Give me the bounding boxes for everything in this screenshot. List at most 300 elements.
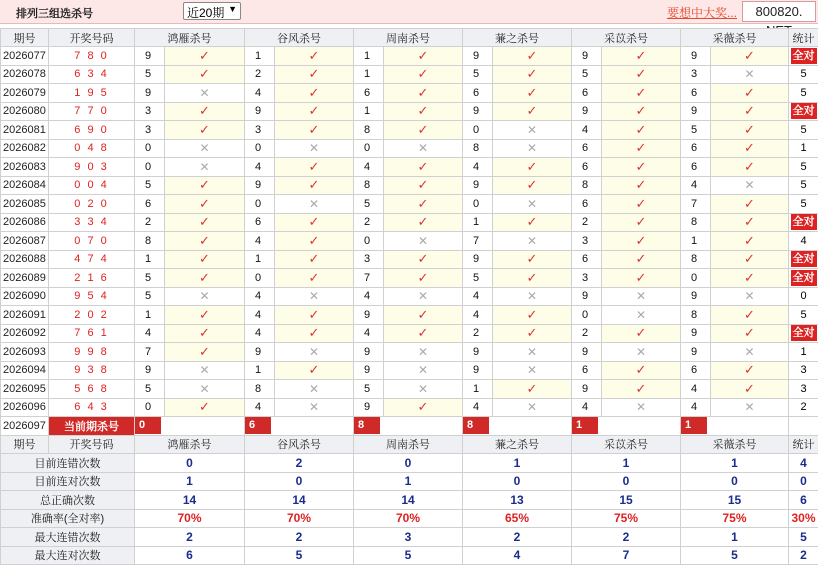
- kill-number: 1: [135, 306, 165, 325]
- kill-number: 4: [463, 158, 493, 177]
- stat-value: 14: [245, 491, 354, 510]
- check-icon: ✓: [275, 102, 354, 121]
- stat-total-value: 6: [789, 491, 818, 510]
- stat-value: 70%: [135, 509, 245, 528]
- cross-icon: ✕: [384, 343, 463, 362]
- cross-icon: ✕: [602, 343, 681, 362]
- kill-number: 1: [245, 47, 275, 66]
- col-method-header: 鸿雁杀号: [135, 435, 245, 454]
- check-icon: ✓: [275, 84, 354, 103]
- period-cell: 2026092: [1, 324, 49, 343]
- check-icon: ✓: [275, 324, 354, 343]
- check-icon: ✓: [275, 361, 354, 380]
- kill-number: 0: [135, 158, 165, 177]
- stat-count: 0: [789, 287, 818, 306]
- stat-label: 最大连对次数: [1, 546, 135, 565]
- cross-icon: ✕: [165, 380, 245, 399]
- current-kill-value: 6: [245, 417, 271, 434]
- kill-number: 3: [135, 102, 165, 121]
- check-icon: ✓: [602, 380, 681, 399]
- stat-value: 0: [572, 472, 681, 491]
- check-icon: ✓: [602, 213, 681, 232]
- col-method-header: 蒹之杀号: [463, 29, 572, 47]
- check-icon: ✓: [493, 306, 572, 325]
- stat-label: 总正确次数: [1, 491, 135, 510]
- kill-number: 5: [463, 65, 493, 84]
- stat-value: 2: [463, 528, 572, 547]
- draw-numbers: 0 2 0: [49, 195, 135, 214]
- cross-icon: ✕: [165, 361, 245, 380]
- check-icon: ✓: [602, 84, 681, 103]
- kill-number: 4: [245, 398, 275, 417]
- stat-value: 0: [354, 454, 463, 473]
- table-row: [1, 398, 818, 417]
- table-row: [1, 306, 818, 325]
- kill-number: 5: [681, 121, 711, 140]
- check-icon: ✓: [275, 158, 354, 177]
- kill-number: 9: [681, 102, 711, 121]
- cross-icon: ✕: [384, 361, 463, 380]
- check-icon: ✓: [165, 65, 245, 84]
- kill-number: 9: [572, 287, 602, 306]
- kill-number: 5: [463, 269, 493, 288]
- kill-number: 9: [354, 361, 384, 380]
- stat-count: 3: [789, 361, 818, 380]
- col-stats-header: 统计: [789, 29, 818, 47]
- check-icon: ✓: [384, 65, 463, 84]
- check-icon: ✓: [711, 121, 789, 140]
- draw-numbers: 4 7 4: [49, 250, 135, 269]
- cross-icon: ✕: [602, 306, 681, 325]
- check-icon: ✓: [602, 158, 681, 177]
- col-draw-header: 开奖号码: [49, 435, 135, 454]
- kill-number: 1: [463, 380, 493, 399]
- kill-number: 9: [463, 47, 493, 66]
- check-icon: ✓: [384, 306, 463, 325]
- cross-icon: ✕: [711, 176, 789, 195]
- period-range-select[interactable]: [183, 2, 241, 20]
- stat-value: 1: [135, 472, 245, 491]
- all-correct-badge: 全对: [792, 253, 815, 266]
- check-icon: ✓: [493, 158, 572, 177]
- check-icon: ✓: [165, 306, 245, 325]
- kill-number: 9: [572, 47, 602, 66]
- stat-value: 70%: [354, 509, 463, 528]
- check-icon: ✓: [165, 47, 245, 66]
- top-bar: [0, 0, 818, 24]
- check-icon: ✓: [493, 65, 572, 84]
- period-cell: 2026095: [1, 380, 49, 399]
- stat-value: 4: [463, 546, 572, 565]
- draw-numbers: 0 0 4: [49, 176, 135, 195]
- check-icon: ✓: [711, 380, 789, 399]
- period-cell: 2026089: [1, 269, 49, 288]
- stat-total-value: 5: [789, 528, 818, 547]
- kill-number: 4: [245, 158, 275, 177]
- draw-numbers: 9 5 4: [49, 287, 135, 306]
- kill-number: 4: [463, 287, 493, 306]
- kill-number: 7: [354, 269, 384, 288]
- check-icon: ✓: [711, 47, 789, 66]
- kill-number: 9: [681, 343, 711, 362]
- check-icon: ✓: [165, 232, 245, 251]
- current-row: [1, 417, 818, 436]
- kill-number: 0: [245, 139, 275, 158]
- kill-number: 9: [463, 250, 493, 269]
- cross-icon: ✕: [165, 139, 245, 158]
- kill-number: 9: [463, 102, 493, 121]
- check-icon: ✓: [384, 158, 463, 177]
- cross-icon: ✕: [275, 380, 354, 399]
- check-icon: ✓: [275, 213, 354, 232]
- cross-icon: ✕: [493, 398, 572, 417]
- current-kill-value: 1: [681, 417, 707, 434]
- cross-icon: ✕: [493, 361, 572, 380]
- check-icon: ✓: [602, 102, 681, 121]
- col-method-header: 采薇杀号: [681, 435, 789, 454]
- kill-number: 2: [245, 65, 275, 84]
- draw-numbers: 9 3 8: [49, 361, 135, 380]
- stat-value: 14: [135, 491, 245, 510]
- cross-icon: ✕: [275, 195, 354, 214]
- draw-numbers: 7 6 1: [49, 324, 135, 343]
- check-icon: ✓: [275, 121, 354, 140]
- check-icon: ✓: [275, 176, 354, 195]
- kill-number: 8: [354, 176, 384, 195]
- check-icon: ✓: [275, 306, 354, 325]
- stat-row: [1, 509, 818, 528]
- kill-number: 4: [245, 287, 275, 306]
- kill-number: 9: [463, 361, 493, 380]
- check-icon: ✓: [384, 195, 463, 214]
- cross-icon: ✕: [384, 232, 463, 251]
- stat-value: 2: [135, 528, 245, 547]
- stat-count: 5: [789, 158, 818, 177]
- table-row: [1, 361, 818, 380]
- stat-value: 5: [681, 546, 789, 565]
- cross-icon: ✕: [711, 65, 789, 84]
- kill-number: 6: [572, 250, 602, 269]
- all-correct-badge: 全对: [792, 327, 815, 340]
- kill-number: 5: [135, 380, 165, 399]
- col-period-header: 期号: [1, 435, 49, 454]
- table-row: [1, 232, 818, 251]
- stat-value: 1: [463, 454, 572, 473]
- check-icon: ✓: [384, 269, 463, 288]
- cross-icon: ✕: [165, 84, 245, 103]
- kill-number: 0: [463, 195, 493, 214]
- table-row: [1, 287, 818, 306]
- check-icon: ✓: [711, 306, 789, 325]
- col-method-header: 谷风杀号: [245, 435, 354, 454]
- kill-number: 0: [245, 195, 275, 214]
- cross-icon: ✕: [165, 158, 245, 177]
- kill-number: 2: [135, 213, 165, 232]
- stat-value: 15: [681, 491, 789, 510]
- period-cell: 2026094: [1, 361, 49, 380]
- check-icon: ✓: [384, 84, 463, 103]
- kill-number: 1: [354, 47, 384, 66]
- period-cell: 2026088: [1, 250, 49, 269]
- check-icon: ✓: [711, 102, 789, 121]
- check-icon: ✓: [711, 361, 789, 380]
- stat-value: 14: [354, 491, 463, 510]
- cross-icon: ✕: [165, 287, 245, 306]
- cross-icon: ✕: [711, 343, 789, 362]
- check-icon: ✓: [384, 102, 463, 121]
- kill-number: 1: [354, 102, 384, 121]
- check-icon: ✓: [602, 139, 681, 158]
- kill-number: 2: [354, 213, 384, 232]
- draw-numbers: 0 4 8: [49, 139, 135, 158]
- stat-label: 最大连错次数: [1, 528, 135, 547]
- check-icon: ✓: [165, 398, 245, 417]
- check-icon: ✓: [711, 139, 789, 158]
- cross-icon: ✕: [384, 139, 463, 158]
- kill-number: 8: [681, 306, 711, 325]
- all-correct-badge: 全对: [792, 216, 815, 229]
- check-icon: ✓: [711, 324, 789, 343]
- draw-numbers: 1 9 5: [49, 84, 135, 103]
- kill-number: 1: [354, 65, 384, 84]
- kill-number: 8: [681, 250, 711, 269]
- kill-number: 9: [681, 287, 711, 306]
- kill-number: 6: [681, 84, 711, 103]
- check-icon: ✓: [493, 47, 572, 66]
- stat-value: 75%: [572, 509, 681, 528]
- kill-number: 9: [245, 343, 275, 362]
- kill-number: 9: [245, 176, 275, 195]
- draw-numbers: 5 6 8: [49, 380, 135, 399]
- kill-number: 6: [681, 139, 711, 158]
- kill-number: 4: [245, 324, 275, 343]
- stat-value: 0: [463, 472, 572, 491]
- cross-icon: ✕: [493, 232, 572, 251]
- stats-header: [1, 435, 818, 454]
- col-method-header: 采薇杀号: [681, 29, 789, 47]
- stat-value: 7: [572, 546, 681, 565]
- check-icon: ✓: [711, 269, 789, 288]
- kill-number: 6: [572, 195, 602, 214]
- col-method-header: 周南杀号: [354, 435, 463, 454]
- check-icon: ✓: [602, 65, 681, 84]
- kill-number: 8: [135, 232, 165, 251]
- kill-number: 8: [245, 380, 275, 399]
- kill-number: 3: [135, 121, 165, 140]
- kill-number: 0: [681, 269, 711, 288]
- cross-icon: ✕: [275, 343, 354, 362]
- check-icon: ✓: [165, 195, 245, 214]
- draw-numbers: 2 0 2: [49, 306, 135, 325]
- stat-value: 3: [354, 528, 463, 547]
- check-icon: ✓: [165, 343, 245, 362]
- kill-number: 0: [135, 398, 165, 417]
- kill-number: 3: [245, 121, 275, 140]
- check-icon: ✓: [493, 250, 572, 269]
- check-icon: ✓: [384, 250, 463, 269]
- kill-number: 9: [135, 47, 165, 66]
- check-icon: ✓: [602, 195, 681, 214]
- draw-numbers: 6 3 4: [49, 65, 135, 84]
- current-kill-value: 8: [354, 417, 380, 434]
- kill-number: 1: [135, 250, 165, 269]
- period-cell: 2026081: [1, 121, 49, 140]
- kill-number: 6: [572, 158, 602, 177]
- draw-numbers: 6 9 0: [49, 121, 135, 140]
- kill-number: 0: [572, 306, 602, 325]
- cross-icon: ✕: [602, 287, 681, 306]
- col-method-header: 采苡杀号: [572, 29, 681, 47]
- stat-value: 2: [572, 528, 681, 547]
- kill-number: 8: [572, 176, 602, 195]
- col-period-header: 期号: [1, 29, 49, 47]
- kill-number: 9: [354, 343, 384, 362]
- check-icon: ✓: [165, 102, 245, 121]
- check-icon: ✓: [165, 121, 245, 140]
- table-row: [1, 195, 818, 214]
- check-icon: ✓: [384, 176, 463, 195]
- kill-number: 2: [572, 213, 602, 232]
- check-icon: ✓: [384, 213, 463, 232]
- summary-stats: [1, 454, 818, 565]
- table-row: [1, 250, 818, 269]
- stat-value: 75%: [681, 509, 789, 528]
- kill-number: 9: [135, 84, 165, 103]
- kill-number: 6: [135, 195, 165, 214]
- col-method-header: 周南杀号: [354, 29, 463, 47]
- period-cell: 2026093: [1, 343, 49, 362]
- check-icon: ✓: [602, 232, 681, 251]
- kill-number: 5: [135, 176, 165, 195]
- kill-number: 9: [681, 324, 711, 343]
- period-cell: 2026082: [1, 139, 49, 158]
- cross-icon: ✕: [384, 287, 463, 306]
- kill-number: 3: [354, 250, 384, 269]
- kill-number: 4: [245, 306, 275, 325]
- cross-icon: ✕: [493, 139, 572, 158]
- stat-value: 1: [681, 528, 789, 547]
- table-row: [1, 102, 818, 121]
- ad-link[interactable]: 要想中大奖...: [667, 6, 738, 20]
- col-method-header: 蒹之杀号: [463, 435, 572, 454]
- stat-count: 3: [789, 380, 818, 399]
- stat-value: 5: [245, 546, 354, 565]
- site-badge: 800820.: [742, 1, 816, 22]
- table-row: [1, 158, 818, 177]
- stat-label: 目前连对次数: [1, 472, 135, 491]
- kill-number: 4: [245, 84, 275, 103]
- check-icon: ✓: [711, 158, 789, 177]
- kill-number: 8: [681, 213, 711, 232]
- check-icon: ✓: [493, 213, 572, 232]
- stat-total-value: 2: [789, 546, 818, 565]
- current-label: 当前期杀号: [49, 417, 135, 436]
- check-icon: ✓: [602, 269, 681, 288]
- kill-number: 9: [245, 102, 275, 121]
- kill-number: 4: [681, 380, 711, 399]
- stat-count: 1: [789, 139, 818, 158]
- draw-numbers: 6 4 3: [49, 398, 135, 417]
- kill-number: 7: [681, 195, 711, 214]
- kill-number: 9: [463, 343, 493, 362]
- stat-row: [1, 546, 818, 565]
- all-correct-badge: 全对: [792, 105, 815, 118]
- kill-number: 1: [245, 250, 275, 269]
- stat-value: 65%: [463, 509, 572, 528]
- stat-value: 1: [572, 454, 681, 473]
- check-icon: ✓: [711, 250, 789, 269]
- cross-icon: ✕: [384, 380, 463, 399]
- stat-total-value: 30%: [789, 509, 818, 528]
- col-draw-header: 开奖号码: [49, 29, 135, 47]
- kill-number: 9: [572, 102, 602, 121]
- check-icon: ✓: [711, 195, 789, 214]
- kill-number: 5: [354, 195, 384, 214]
- kill-number: 9: [572, 380, 602, 399]
- kill-number: 6: [463, 84, 493, 103]
- stat-value: 2: [245, 454, 354, 473]
- kill-number: 6: [245, 213, 275, 232]
- check-icon: ✓: [493, 380, 572, 399]
- check-icon: ✓: [602, 176, 681, 195]
- kill-number: 6: [572, 361, 602, 380]
- check-icon: ✓: [602, 324, 681, 343]
- kill-number: 5: [135, 65, 165, 84]
- kill-number: 0: [245, 269, 275, 288]
- table-row: [1, 139, 818, 158]
- table-row: [1, 65, 818, 84]
- current-period: 2026097: [1, 417, 49, 436]
- draw-numbers: 0 7 0: [49, 232, 135, 251]
- check-icon: ✓: [165, 176, 245, 195]
- stat-count: 5: [789, 84, 818, 103]
- kill-number: 0: [354, 232, 384, 251]
- kill-number: 2: [463, 324, 493, 343]
- check-icon: ✓: [275, 65, 354, 84]
- kill-number: 9: [681, 47, 711, 66]
- stat-total-value: 0: [789, 472, 818, 491]
- kill-number: 4: [135, 324, 165, 343]
- stat-count: 4: [789, 232, 818, 251]
- cross-icon: ✕: [493, 195, 572, 214]
- kill-number: 6: [572, 139, 602, 158]
- kill-number: 4: [463, 306, 493, 325]
- stat-total-value: 4: [789, 454, 818, 473]
- period-cell: 2026090: [1, 287, 49, 306]
- kill-number: 8: [354, 121, 384, 140]
- period-cell: 2026085: [1, 195, 49, 214]
- check-icon: ✓: [165, 324, 245, 343]
- cross-icon: ✕: [711, 398, 789, 417]
- cross-icon: ✕: [275, 139, 354, 158]
- check-icon: ✓: [384, 324, 463, 343]
- kill-number: 5: [354, 380, 384, 399]
- kill-number: 9: [354, 398, 384, 417]
- kill-number: 4: [245, 232, 275, 251]
- period-cell: 2026084: [1, 176, 49, 195]
- table-row: [1, 121, 818, 140]
- check-icon: ✓: [493, 84, 572, 103]
- stat-count: 5: [789, 306, 818, 325]
- check-icon: ✓: [711, 213, 789, 232]
- period-cell: 2026078: [1, 65, 49, 84]
- period-cell: 2026077: [1, 47, 49, 66]
- kill-number: 4: [354, 158, 384, 177]
- table-header: [1, 29, 818, 47]
- draw-numbers: 7 7 0: [49, 102, 135, 121]
- kill-number: 2: [572, 324, 602, 343]
- check-icon: ✓: [384, 398, 463, 417]
